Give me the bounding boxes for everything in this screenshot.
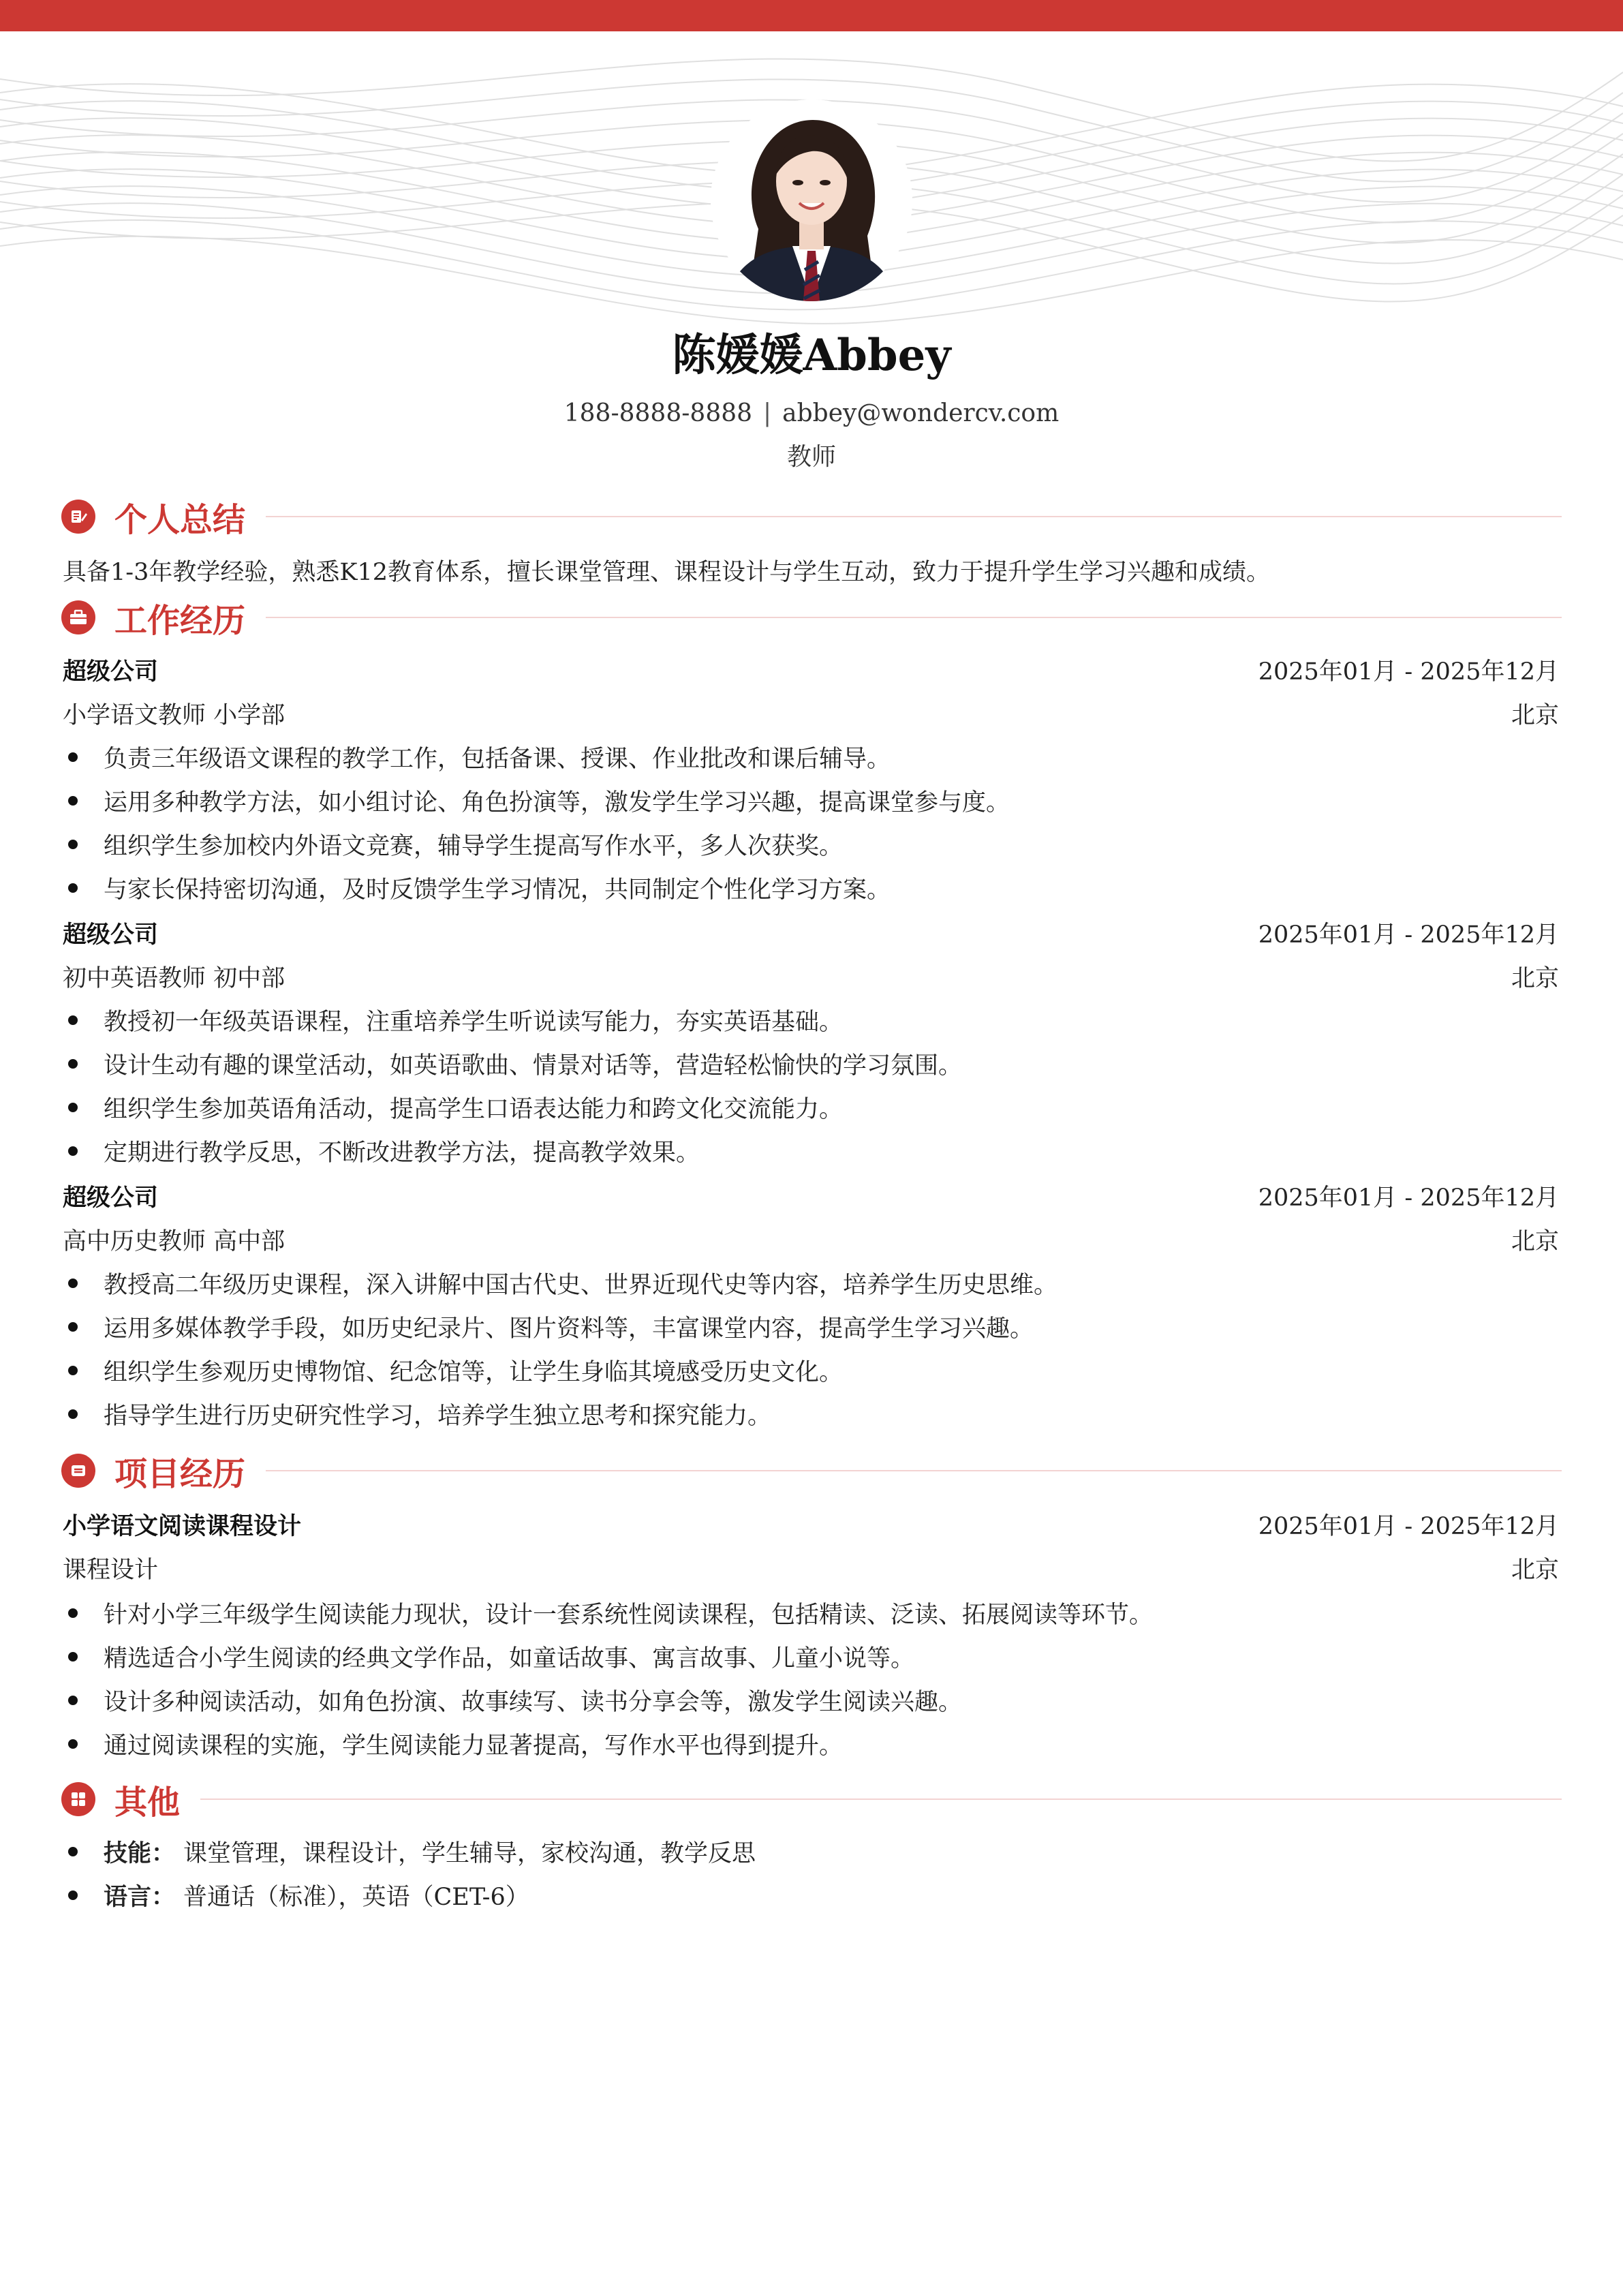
job-city: 北京 <box>1511 965 1559 992</box>
list-item-text: 指导学生进行历史研究性学习，培养学生独立思考和探究能力。 <box>104 1403 772 1430</box>
bullet-dot <box>68 1366 78 1375</box>
list-item-text: 运用多种教学方法，如小组讨论、角色扮演等，激发学生学习兴趣，提高课堂参与度。 <box>104 789 1010 816</box>
bullet-dot <box>68 1146 78 1156</box>
job-role: 初中英语教师 初中部 <box>63 965 285 992</box>
item-label: 技能： <box>104 1839 176 1867</box>
item-value: 课堂管理，课程设计，学生辅导，家校沟通，教学反思 <box>183 1840 756 1867</box>
list-item <box>68 871 891 905</box>
section-divider <box>266 617 1562 618</box>
list-item-text: 组织学生参观历史博物馆、纪念馆等，让学生身临其境感受历史文化。 <box>104 1359 844 1386</box>
bullet-dot <box>68 1608 78 1618</box>
list-item <box>68 827 843 861</box>
list-item-text: 教授高二年级历史课程，深入讲解中国古代史、世界近现代史等内容，培养学生历史思维。 <box>104 1272 1058 1299</box>
grid-icon <box>61 1782 95 1816</box>
bullet-dot <box>68 1059 78 1069</box>
project-date: 2025年01月 - 2025年12月 <box>1258 1513 1559 1540</box>
list-item-text: 定期进行教学反思，不断改进教学方法，提高教学效果。 <box>104 1139 700 1167</box>
job-header-row <box>63 653 1559 687</box>
list-item <box>68 740 891 774</box>
section-projects-header <box>61 1449 1562 1493</box>
list-item <box>68 1003 843 1037</box>
list-item <box>68 1134 700 1168</box>
contact-separator: | <box>763 399 772 427</box>
section-divider <box>266 516 1562 517</box>
bullet-dot <box>68 1891 78 1900</box>
bullet-dot <box>68 1279 78 1288</box>
list-item-text: 通过阅读课程的实施，学生阅读能力显著提高，写作水平也得到提升。 <box>104 1732 844 1760</box>
list-item-text: 组织学生参加校内外语文竞赛，辅导学生提高写作水平，多人次获奖。 <box>104 833 844 860</box>
list-item-text: 针对小学三年级学生阅读能力现状，设计一套系统性阅读课程，包括精读、泛读、拓展阅读等环节。 <box>104 1602 1154 1629</box>
list-item <box>68 1353 843 1388</box>
project-header-row <box>63 1507 1559 1542</box>
phone-number: 188-8888-8888 <box>563 399 753 427</box>
list-item-text: 设计多种阅读活动，如角色扮演、故事续写、读书分享会等，激发学生阅读兴趣。 <box>104 1689 963 1716</box>
bullet-dot <box>68 1409 78 1419</box>
project-name: 小学语文阅读课程设计 <box>63 1512 302 1540</box>
list-item-text: 组织学生参加英语角活动，提高学生口语表达能力和跨文化交流能力。 <box>104 1096 844 1123</box>
email-address: abbey@wondercv.com <box>782 399 1060 427</box>
bullet-dot <box>68 1322 78 1332</box>
company-name: 超级公司 <box>63 1184 159 1212</box>
bullet-dot <box>68 1847 78 1856</box>
job-header-row <box>63 1179 1559 1213</box>
project-role-row <box>63 1551 1559 1585</box>
list-item <box>68 1596 1153 1630</box>
section-divider <box>266 1470 1562 1471</box>
project-city: 北京 <box>1511 1557 1559 1584</box>
job-role: 高中历史教师 高中部 <box>63 1228 285 1255</box>
list-item-text: 运用多媒体教学手段，如历史纪录片、图片资料等，丰富课堂内容，提高学生学习兴趣。 <box>104 1315 1034 1343</box>
bullet-dot <box>68 1652 78 1662</box>
edit-icon <box>61 500 95 534</box>
job-role: 小学语文教师 小学部 <box>63 702 285 729</box>
job-date: 2025年01月 - 2025年12月 <box>1258 921 1559 949</box>
bullet-dot <box>68 1015 78 1025</box>
list-item-text: 教授初一年级英语课程，注重培养学生听说读写能力，夯实英语基础。 <box>104 1009 844 1036</box>
job-title: 教师 <box>786 443 836 471</box>
job-role-row <box>63 1223 1559 1257</box>
list-item-text: 精选适合小学生阅读的经典文学作品，如童话故事、寓言故事、儿童小说等。 <box>104 1645 915 1672</box>
bullet-dot <box>68 752 78 762</box>
job-city: 北京 <box>1511 702 1559 729</box>
contact-line <box>0 399 1623 427</box>
list-item <box>68 1047 962 1081</box>
job-header-row <box>63 916 1559 950</box>
bullet-dot <box>68 1103 78 1112</box>
bullet-dot <box>68 883 78 893</box>
project-icon <box>61 1454 95 1488</box>
bullet-dot <box>68 1739 78 1749</box>
list-item <box>68 1878 529 1912</box>
list-item-text: 与家长保持密切沟通，及时反馈学生学习情况，共同制定个性化学习方案。 <box>104 876 891 904</box>
list-item <box>68 784 1010 818</box>
list-item <box>68 1683 962 1717</box>
list-item <box>68 1727 843 1761</box>
section-divider <box>200 1798 1562 1800</box>
bullet-dot <box>68 840 78 849</box>
bullet-dot <box>68 796 78 806</box>
candidate-name: 陈媛媛Abbey <box>672 330 951 381</box>
briefcase-icon <box>61 600 95 634</box>
job-role-row <box>63 697 1559 731</box>
list-item <box>68 1835 756 1869</box>
section-title: 其他 <box>114 1783 181 1822</box>
list-item-text: 负责三年级语文课程的教学工作，包括备课、授课、作业批改和课后辅导。 <box>104 746 891 773</box>
list-item <box>68 1310 1034 1344</box>
company-name: 超级公司 <box>63 658 159 686</box>
section-work-header <box>61 596 1562 639</box>
section-title: 个人总结 <box>114 500 246 539</box>
job-role-row <box>63 960 1559 994</box>
item-value: 普通话（标准），英语（CET-6） <box>183 1884 529 1911</box>
item-label: 语言： <box>104 1883 176 1911</box>
bullet-dot <box>68 1696 78 1705</box>
job-date: 2025年01月 - 2025年12月 <box>1258 658 1559 686</box>
company-name: 超级公司 <box>63 921 159 949</box>
list-item-text: 设计生动有趣的课堂活动，如英语歌曲、情景对话等，营造轻松愉快的学习氛围。 <box>104 1052 963 1080</box>
section-title: 项目经历 <box>114 1454 246 1493</box>
summary-text: 具备1-3年教学经验，熟悉K12教育体系，擅长课堂管理、课程设计与学生互动，致力于提升学生学习兴趣和成绩。 <box>63 559 1271 586</box>
list-item <box>68 1397 771 1431</box>
top-accent-bar <box>0 0 1623 31</box>
project-role: 课程设计 <box>63 1557 159 1584</box>
section-title: 工作经历 <box>114 601 246 640</box>
avatar <box>711 100 912 301</box>
section-summary-header <box>61 495 1562 538</box>
list-item <box>68 1640 914 1674</box>
job-date: 2025年01月 - 2025年12月 <box>1258 1184 1559 1212</box>
job-city: 北京 <box>1511 1228 1559 1255</box>
list-item <box>68 1090 843 1124</box>
list-item <box>68 1266 1057 1300</box>
section-other-header <box>61 1777 1562 1821</box>
